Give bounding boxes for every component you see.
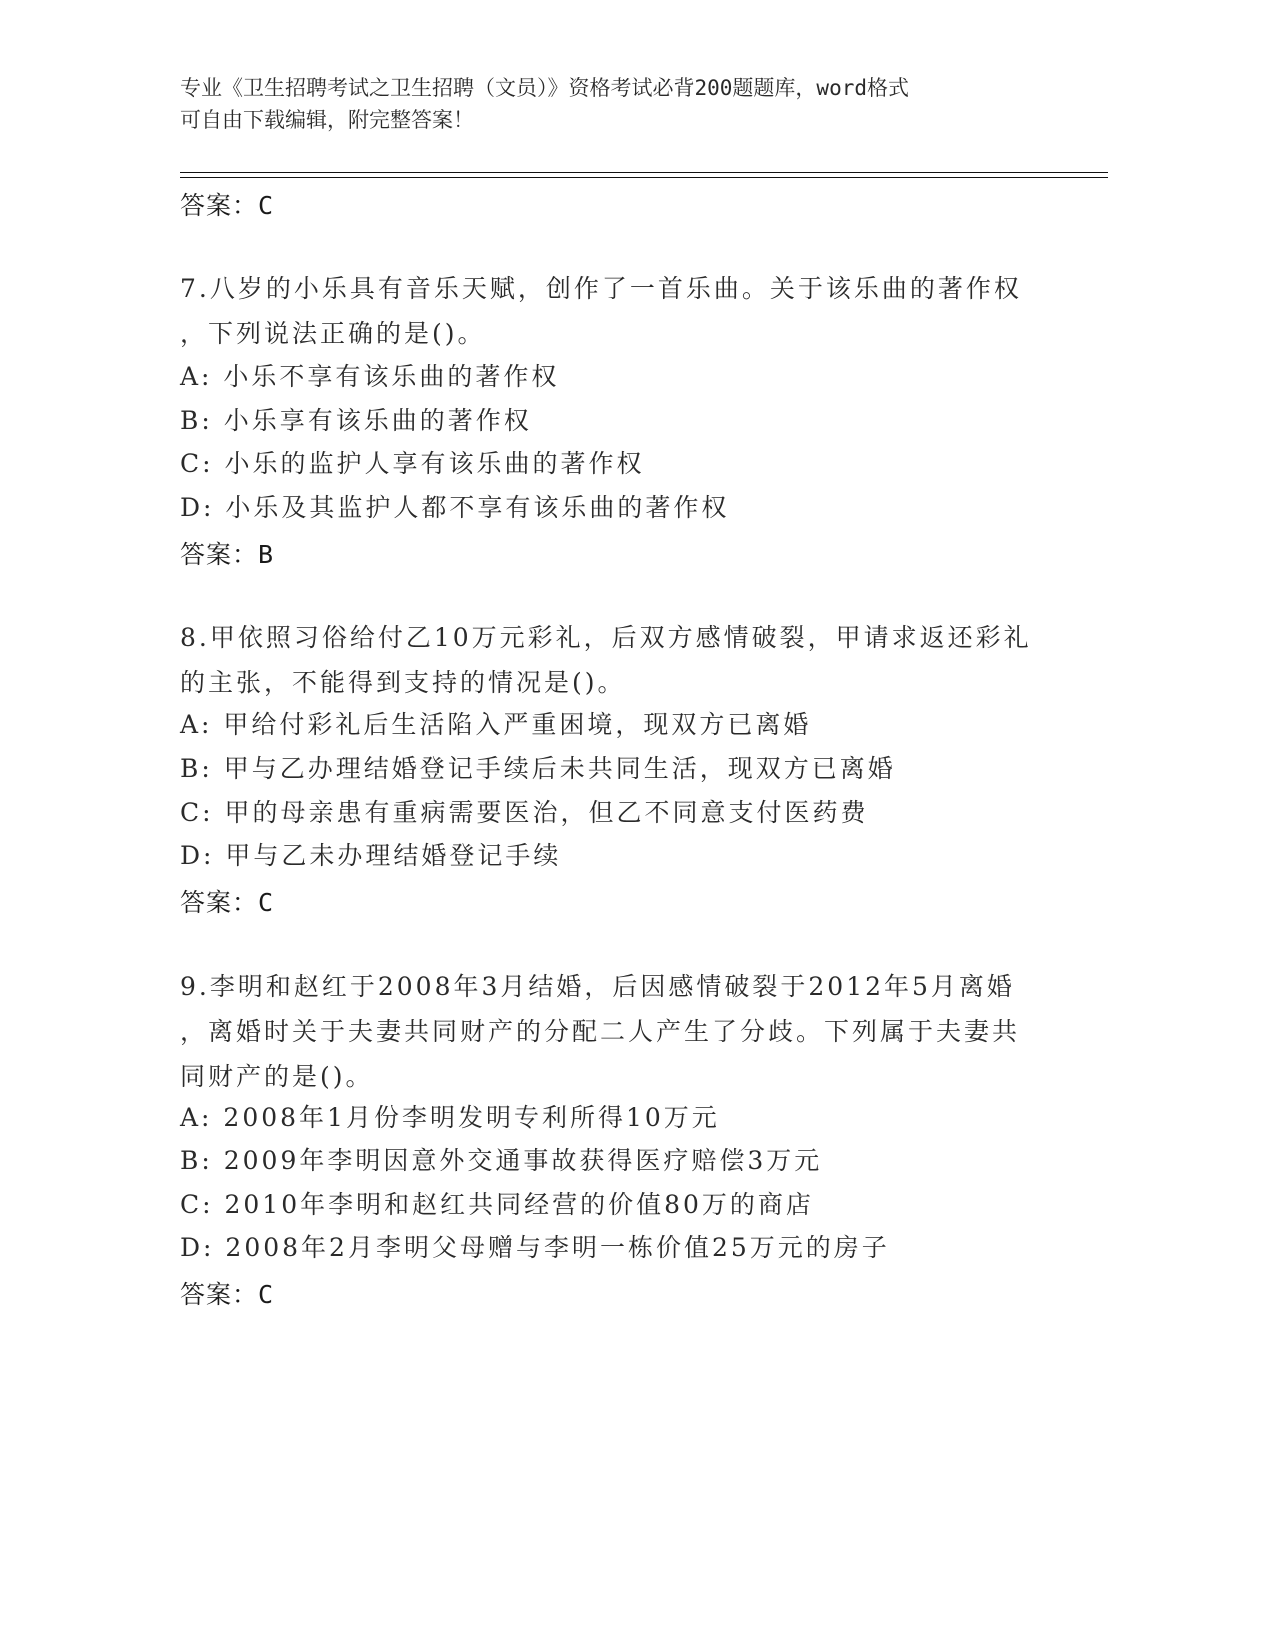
question-7 (180, 266, 1040, 356)
question-9-answer: 答案：C (180, 1280, 275, 1309)
question-9-option-b: B: 2009年李明因意外交通事故获得医疗赔偿3万元 (180, 1146, 823, 1175)
header-line-1: 专业《卫生招聘考试之卫生招聘（文员）》资格考试必背200题题库，word格式 (180, 76, 909, 100)
question-9-option-a: A: 2008年1月份李明发明专利所得10万元 (180, 1103, 720, 1132)
header-divider-bottom (180, 177, 1108, 178)
question-7-option-d: D: 小乐及其监护人都不享有该乐曲的著作权 (180, 493, 730, 522)
header-divider-top (180, 172, 1108, 173)
question-8-option-b: B: 甲与乙办理结婚登记手续后未共同生活，现双方已离婚 (180, 754, 896, 783)
question-9-option-d: D: 2008年2月李明父母赠与李明一栋价值25万元的房子 (180, 1233, 890, 1262)
question-9-option-c: C: 2010年李明和赵红共同经营的价值80万的商店 (180, 1190, 814, 1219)
question-9-line-1: 9.李明和赵红于2008年3月结婚，后因感情破裂于2012年5月离婚 (180, 972, 1015, 1001)
header-line-2: 可自由下载编辑，附完整答案！ (180, 108, 474, 132)
question-7-option-c: C: 小乐的监护人享有该乐曲的著作权 (180, 449, 645, 478)
document-header (180, 72, 1080, 136)
question-8-answer: 答案：C (180, 888, 275, 917)
question-8-line-2: 的主张，不能得到支持的情况是()。 (180, 668, 626, 697)
question-9 (180, 964, 1040, 1099)
question-7-answer: 答案：B (180, 540, 275, 569)
question-7-line-1: 7.八岁的小乐具有音乐天赋，创作了一首乐曲。关于该乐曲的著作权 (180, 274, 1022, 303)
question-9-line-2: ，离婚时关于夫妻共同财产的分配二人产生了分歧。下列属于夫妻共 (180, 1017, 1021, 1046)
question-7-option-b: B: 小乐享有该乐曲的著作权 (180, 406, 532, 435)
question-7-line-2: ，下列说法正确的是()。 (180, 319, 486, 348)
question-8 (180, 615, 1040, 705)
answer-prev: 答案：C (180, 191, 275, 220)
question-8-option-c: C: 甲的母亲患有重病需要医治，但乙不同意支付医药费 (180, 798, 869, 827)
question-7-option-a: A: 小乐不享有该乐曲的著作权 (180, 362, 560, 391)
question-8-option-a: A: 甲给付彩礼后生活陷入严重困境，现双方已离婚 (180, 710, 812, 739)
question-9-line-3: 同财产的是()。 (180, 1062, 374, 1091)
question-8-line-1: 8.甲依照习俗给付乙10万元彩礼，后双方感情破裂，甲请求返还彩礼 (180, 623, 1032, 652)
question-8-option-d: D: 甲与乙未办理结婚登记手续 (180, 841, 562, 870)
